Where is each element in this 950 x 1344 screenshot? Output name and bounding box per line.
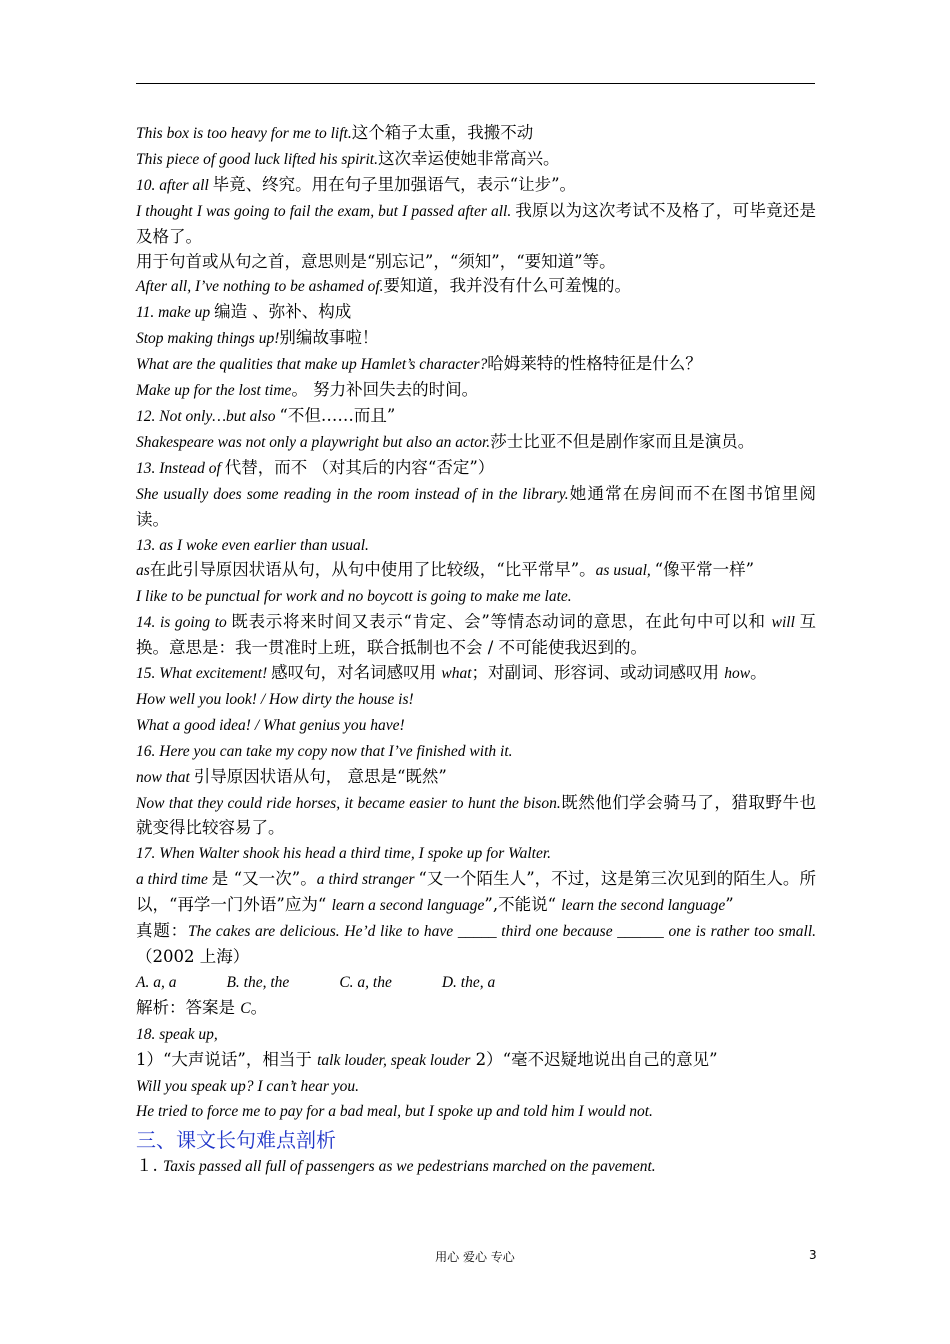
english-text: Shakespeare was not only a playwright but also an actor. <box>136 433 491 451</box>
text-line <box>136 482 816 533</box>
english-text: 10. after all <box>136 176 213 194</box>
text-line <box>136 970 816 996</box>
english-text: as <box>136 562 150 580</box>
chinese-text: “又一个陌生人”，不过，这是第三次见到的陌生人。所以，“再学一门外语”应为“ <box>136 869 816 915</box>
chinese-text: 要知道，我并没有什么可羞愧的。 <box>383 276 632 296</box>
section-heading: 三、课文长句难点剖析 <box>136 1128 336 1153</box>
english-text: This box is too heavy for me to lift. <box>136 125 352 142</box>
chinese-text: 解析：答案是 <box>136 997 241 1017</box>
chinese-text: 在此引导原因状语从句，从句中使用了比较级，“比平常早”。 <box>149 560 596 580</box>
text-line <box>136 199 816 250</box>
english-text: a third time <box>136 871 212 889</box>
text-line <box>136 274 816 300</box>
chinese-text: 别编故事啦！ <box>279 328 379 348</box>
text-line <box>136 430 816 456</box>
chinese-text: 既然他们学会骑马了，猎取野牛也就变得比较容易了。 <box>136 792 817 838</box>
text-line <box>136 147 816 173</box>
text-line <box>136 1074 816 1100</box>
text-line <box>136 456 816 482</box>
text-line <box>136 1154 816 1180</box>
text-line <box>136 713 816 739</box>
chinese-text: 真题： <box>136 921 188 941</box>
chinese-text: 既表示将来时间又表示“肯定、会”等情态动词的意思，在此句中可以和 <box>231 612 772 632</box>
text-line <box>136 791 816 842</box>
chinese-text: 哈姆莱特的性格特征是什么？ <box>487 354 702 374</box>
text-line <box>136 404 816 430</box>
english-text: Taxis passed all full of passengers as we pedestrians marched on the pavement. <box>163 1158 656 1176</box>
english-text: 13. Instead of <box>136 459 225 477</box>
chinese-text: 。 努力补回失去的时间。 <box>291 380 479 400</box>
document-body <box>136 121 816 1180</box>
english-text: will <box>771 614 800 632</box>
answer-option: C. a, the <box>339 973 392 991</box>
chinese-text: 互换。意思是：我一贯准时上班，联合抵制也不会 / 不可能使我迟到的。 <box>136 612 816 658</box>
text-lines <box>136 121 816 1125</box>
chinese-text: 。 <box>750 663 767 683</box>
text-line <box>136 867 816 919</box>
text-line <box>136 610 816 661</box>
english-text: Make up for the lost time <box>136 382 292 400</box>
english-text: 15. What excitement! <box>136 665 272 683</box>
chinese-text: ；对副词、形容词、或动词感叹用 <box>471 663 725 683</box>
english-text: as usual, <box>595 562 655 580</box>
text-line <box>136 558 816 584</box>
chinese-text: “不但……而且” <box>279 405 396 425</box>
english-text: C <box>240 999 251 1017</box>
english-text: Stop making things up! <box>136 330 280 348</box>
text-line <box>136 533 816 559</box>
english-text: learn the second language <box>561 897 726 915</box>
chinese-text: 这次幸运使她非常高兴。 <box>377 148 560 168</box>
text-line <box>136 173 816 199</box>
chinese-text: 莎士比亚不但是剧作家而且是演员。 <box>490 431 755 451</box>
english-text: 13. as I woke even earlier than usual. <box>136 536 369 554</box>
english-text: 12. Not only…but also <box>136 407 280 425</box>
chinese-text: 用于句首或从句之首，意思则是“别忘记”，“须知”，“要知道”等。 <box>136 251 616 271</box>
chinese-text: 她通常在房间而不在图书馆里阅读。 <box>136 483 817 529</box>
english-text: what <box>441 665 472 683</box>
chinese-text: “像平常一样” <box>654 560 755 580</box>
english-text: The cakes are delicious. He’d like to have _____ third one because ______ one is rather too small. <box>187 923 817 941</box>
chinese-text: 毕竟、终究。用在句子里加强语气，表示“让步”。 <box>212 174 577 194</box>
answer-option: B. the, the <box>226 973 290 991</box>
english-text: how <box>724 665 751 683</box>
chinese-text: 这个箱子太重，我搬不动 <box>351 123 534 142</box>
english-text: 18. speak up, <box>136 1025 218 1043</box>
text-line <box>136 765 816 791</box>
text-line <box>136 996 816 1022</box>
english-text: I thought I was going to fail the exam, but I passed after all. <box>136 202 516 220</box>
english-text: talk louder, speak louder <box>317 1051 471 1069</box>
english-text: After all, I’ve nothing to be ashamed of. <box>136 278 384 296</box>
text-line <box>136 326 816 352</box>
chinese-text: 1）“大声说话”，相当于 <box>136 1049 318 1069</box>
chinese-text: １. <box>136 1156 163 1176</box>
english-text: I like to be punctual for work and no boycott is going to make me late. <box>136 588 572 606</box>
answer-option: A. a, a <box>136 973 177 991</box>
english-text: now that <box>136 768 194 786</box>
text-line <box>136 584 816 610</box>
english-text: He tried to force me to pay for a bad meal, but I spoke up and told him I would not. <box>136 1103 653 1121</box>
chinese-text: 2）“毫不迟疑地说出自己的意见” <box>470 1049 718 1069</box>
text-line <box>136 739 816 765</box>
text-line <box>136 661 816 687</box>
english-text: How well you look! / How dirty the house is! <box>136 690 414 708</box>
text-line <box>136 250 816 275</box>
english-text: a third stranger <box>316 871 419 889</box>
text-line <box>136 919 816 970</box>
english-text: What are the qualities that make up Hamlet’s character? <box>136 356 488 374</box>
english-text: Now that they could ride horses, it became easier to hunt the bison. <box>136 794 561 812</box>
english-text: 16. Here you can take my copy now that I’ve finished with it. <box>136 742 513 760</box>
chinese-text: ” <box>725 895 734 915</box>
text-line <box>136 1022 816 1048</box>
chinese-text: 编造 、弥补、构成 <box>214 302 352 322</box>
text-line <box>136 352 816 378</box>
chinese-text: （2002 上海） <box>136 947 250 966</box>
english-text: 14. is going to <box>136 614 232 632</box>
text-line <box>136 121 816 147</box>
chinese-text: 代替，而不 （对其后的内容“否定”） <box>224 457 495 477</box>
text-line <box>136 1048 816 1074</box>
english-text: What a good idea! / What genius you have! <box>136 716 405 734</box>
footer-text: 用心 爱心 专心 <box>435 1250 515 1264</box>
chinese-text: 感叹句，对名词感叹用 <box>271 663 442 683</box>
english-text: Will you speak up? I can’t hear you. <box>136 1077 359 1095</box>
answer-option: D. the, a <box>441 973 496 991</box>
text-line <box>136 378 816 404</box>
text-line <box>136 687 816 713</box>
chinese-text: 我原以为这次考试不及格了，可毕竟还是及格了。 <box>136 200 816 246</box>
english-text: 17. When Walter shook his head a third time, I spoke up for Walter. <box>136 845 552 863</box>
chinese-text: 引导原因状语从句， 意思是“既然” <box>193 766 447 786</box>
header-rule <box>136 83 815 84</box>
chinese-text: 。 <box>250 997 268 1017</box>
page-number: 3 <box>809 1248 817 1262</box>
english-text: learn a second language <box>331 897 485 915</box>
chinese-text: ”,不能说“ <box>484 895 562 915</box>
english-text: This piece of good luck lifted his spirit. <box>136 150 378 168</box>
english-text: She usually does some reading in the room instead of in the library. <box>136 485 569 503</box>
english-text: 11. make up <box>136 304 215 322</box>
text-line <box>136 1099 816 1125</box>
text-line <box>136 841 816 867</box>
text-line <box>136 300 816 326</box>
chinese-text: 是 “又一次”。 <box>211 869 317 889</box>
